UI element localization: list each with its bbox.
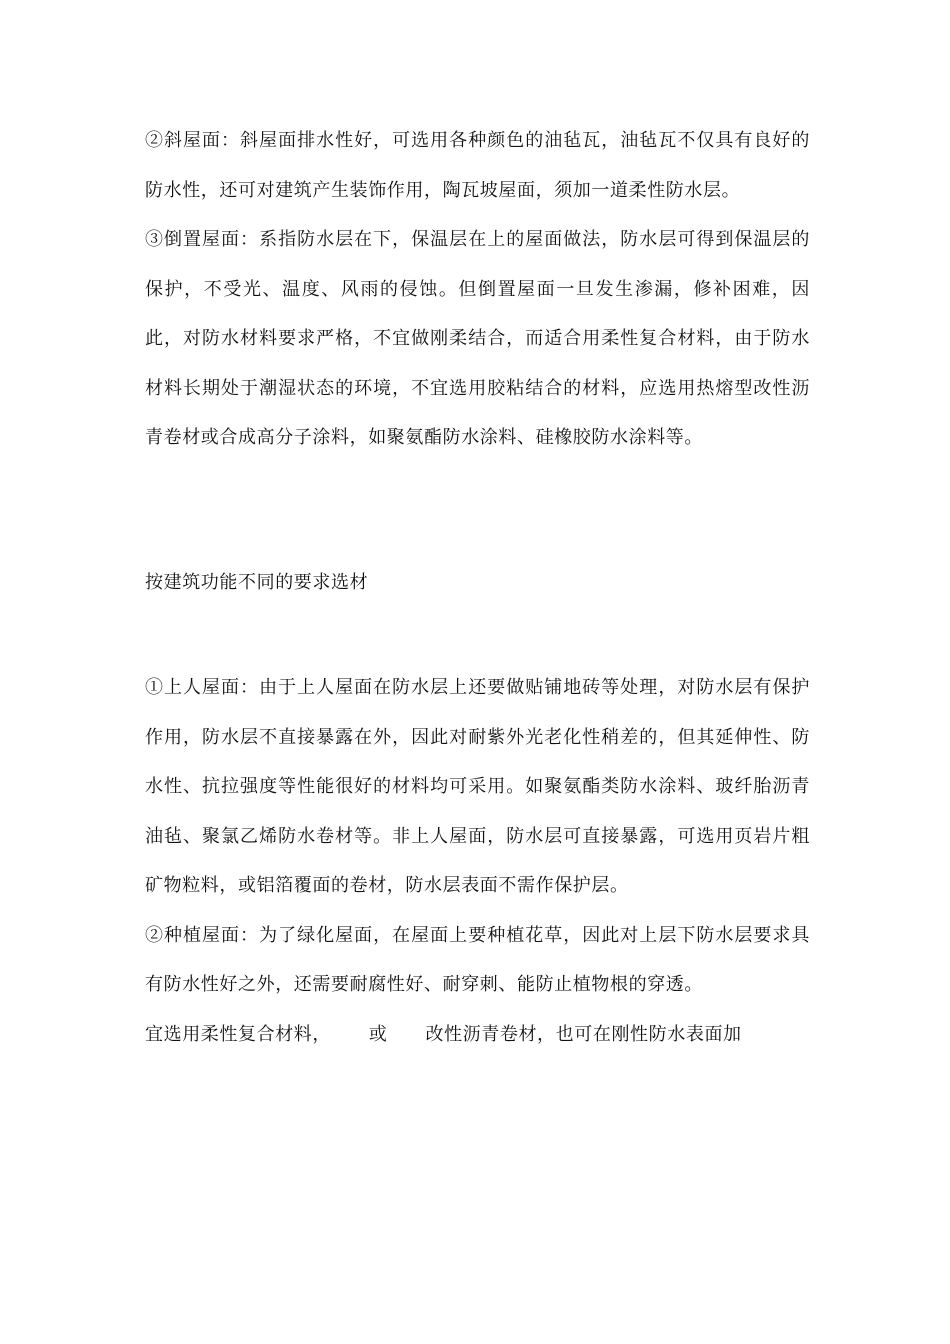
paragraph-slope-roof: ②斜屋面：斜屋面排水性好，可选用各种颜色的油毡瓦，油毡瓦不仅具有良好的防水性，还可对建筑产生装饰作用，陶瓦坡屋面，须加一道柔性防水层。: [145, 130, 810, 201]
document-body: [145, 116, 810, 1059]
paragraph-accessible-roof: ①上人屋面：由于上人屋面在防水层上还要做贴铺地砖等处理，对防水层有保护作用，防水层不直接暴露在外，因此对耐紫外光老化性稍差的，但其延伸性、防水性、抗拉强度等性能很好的材料均可采用。如聚氨酯类防水涂料、玻纤胎沥青油毡、聚氯乙烯防水卷材等。非上人屋面，防水层可直接暴露，可选用页岩片粗矿物粒料，或铝箔覆面的卷材，防水层表面不需作保护层。: [145, 677, 810, 896]
paragraph-planted-roof: ②种植屋面：为了绿化屋面，在屋面上要种植花草，因此对上层下防水层要求具有防水性好之外，还需要耐腐性好、耐穿刺、能防止植物根的穿透。: [145, 924, 810, 995]
paragraph-planted-roof-continued: 宜选用柔性复合材料， 或 改性沥青卷材，也可在刚性防水表面加: [145, 1023, 742, 1045]
section-heading: 按建筑功能不同的要求选材: [145, 571, 369, 593]
paragraph-inverted-roof: ③倒置屋面：系指防水层在下，保温层在上的屋面做法，防水层可得到保温层的保护，不受光、温度、风雨的侵蚀。但倒置屋面一旦发生渗漏，修补困难，因此，对防水材料要求严格，不宜做刚柔结合，而适合用柔性复合材料，由于防水材料长期处于潮湿状态的环境，不宜选用胶粘结合的材料，应选用热熔型改性沥青卷材或合成高分子涂料，如聚氨酯防水涂料、硅橡胶防水涂料等。: [145, 229, 810, 448]
paragraph-spacer: [145, 607, 810, 663]
paragraph-spacer: [145, 463, 810, 558]
